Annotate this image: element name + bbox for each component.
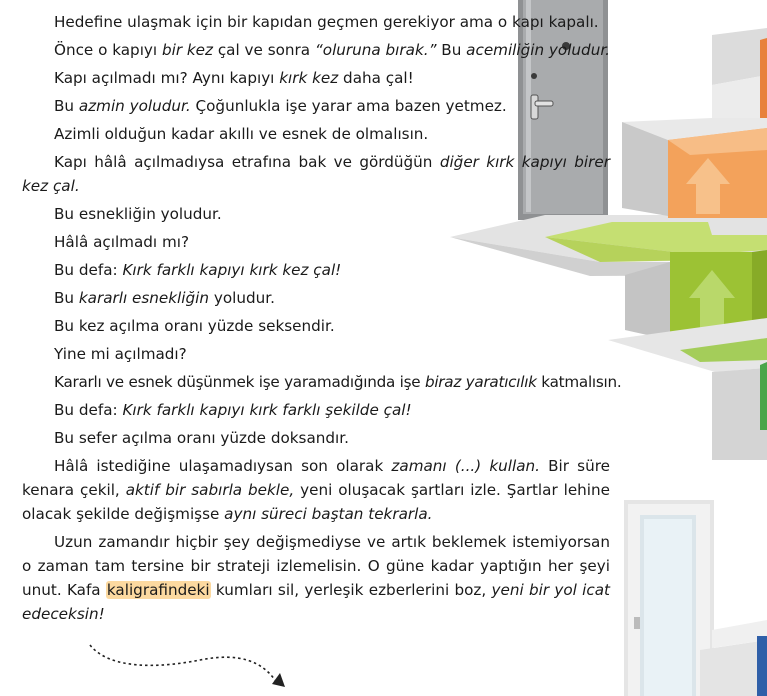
emphasis: aynı süreci baştan tekrarla.: [224, 505, 433, 523]
paragraph-2: [22, 38, 610, 62]
paragraph-6: [22, 150, 610, 198]
text: çal ve sonra: [213, 41, 315, 59]
highlighted-word: kaligrafindeki: [106, 581, 210, 599]
text: Kapı hâlâ açılmadıysa etrafına bak ve gördüğün: [54, 153, 440, 171]
text: Bu sefer açılma oranı yüzde doksandır.: [54, 429, 349, 447]
paragraph-5: [22, 122, 610, 146]
text: Bu: [54, 289, 79, 307]
emphasis: yeni bir yol icat edeceksin!: [22, 581, 610, 623]
text: Uzun zamandır hiçbir şey değişmediyse ve artık beklemek istemiyorsan o zaman tam tersine bir strateji izlemelisin. O güne kadar yaptığın her şeyi unut. Kafa: [22, 533, 610, 599]
paragraph-11: [22, 314, 610, 338]
text: Önce o kapıyı: [54, 41, 162, 59]
emphasis: kararlı esnekliğin: [78, 289, 209, 307]
text: Hâlâ açılmadı mı?: [54, 233, 190, 251]
emphasis: Kırk farklı kapıyı kırk kez çal!: [122, 261, 342, 279]
paragraph-17: [22, 530, 610, 626]
emphasis: “oluruna bırak.”: [314, 41, 437, 59]
text: Bu kez açılma oranı yüzde seksendir.: [54, 317, 335, 335]
text: Bu esnekliğin yoludur.: [54, 205, 222, 223]
emphasis: bir kez: [161, 41, 213, 59]
text: Bu defa:: [54, 261, 123, 279]
text: Bir süre kenara çekil,: [22, 457, 610, 499]
emphasis: azmin yoludur.: [78, 97, 191, 115]
dotted-arrow-icon: [90, 645, 285, 687]
paragraph-12: [22, 342, 610, 366]
text: Bu: [436, 41, 467, 59]
paragraph-16: [22, 454, 610, 526]
emphasis: Kırk farklı kapıyı kırk farklı şekilde çal!: [122, 401, 412, 419]
text: yoludur.: [209, 289, 275, 307]
paragraph-14: [22, 398, 610, 422]
text: Azimli olduğun kadar akıllı ve esnek de olmalısın.: [54, 125, 429, 143]
emphasis: aktif bir sabırla bekle,: [125, 481, 295, 499]
text: Bu: [54, 97, 79, 115]
text: kumları sil, yerleşik ezberlerini boz,: [210, 581, 492, 599]
paragraph-3: [22, 66, 610, 90]
article-body: [22, 10, 622, 630]
text: Hâlâ istediğine ulaşamadıysan son olarak: [54, 457, 392, 475]
emphasis: zamanı (...) kullan.: [391, 457, 540, 475]
text: Çoğunlukla işe yarar ama bazen yetmez.: [190, 97, 507, 115]
paragraph-7: [22, 202, 610, 226]
paragraph-9: [22, 258, 610, 282]
paragraph-10: [22, 286, 610, 310]
text: Kararlı ve esnek düşünmek işe yaramadığında işe: [54, 373, 425, 391]
emphasis: biraz yaratıcılık: [424, 373, 537, 391]
text: Hedefine ulaşmak için bir kapıdan geçmen gerekiyor ama o kapı kapalı.: [54, 13, 599, 31]
paragraph-8: [22, 230, 610, 254]
emphasis: diğer kırk kapıyı birer kez çal.: [22, 153, 610, 195]
emphasis: kırk kez: [279, 69, 339, 87]
paragraph-4: [22, 94, 610, 118]
paragraph-1: [22, 10, 610, 34]
text: daha çal!: [338, 69, 414, 87]
emphasis: acemiliğin yoludur.: [466, 41, 610, 59]
text: Yine mi açılmadı?: [54, 345, 187, 363]
paragraph-13: [22, 370, 622, 394]
text: yeni oluşacak şartları izle. Şartlar lehine olacak şekilde değişmişse: [22, 481, 610, 523]
text: Bu defa:: [54, 401, 123, 419]
text: katmalısın.: [536, 373, 622, 391]
text: Kapı açılmadı mı? Aynı kapıyı: [54, 69, 280, 87]
paragraph-15: [22, 426, 610, 450]
